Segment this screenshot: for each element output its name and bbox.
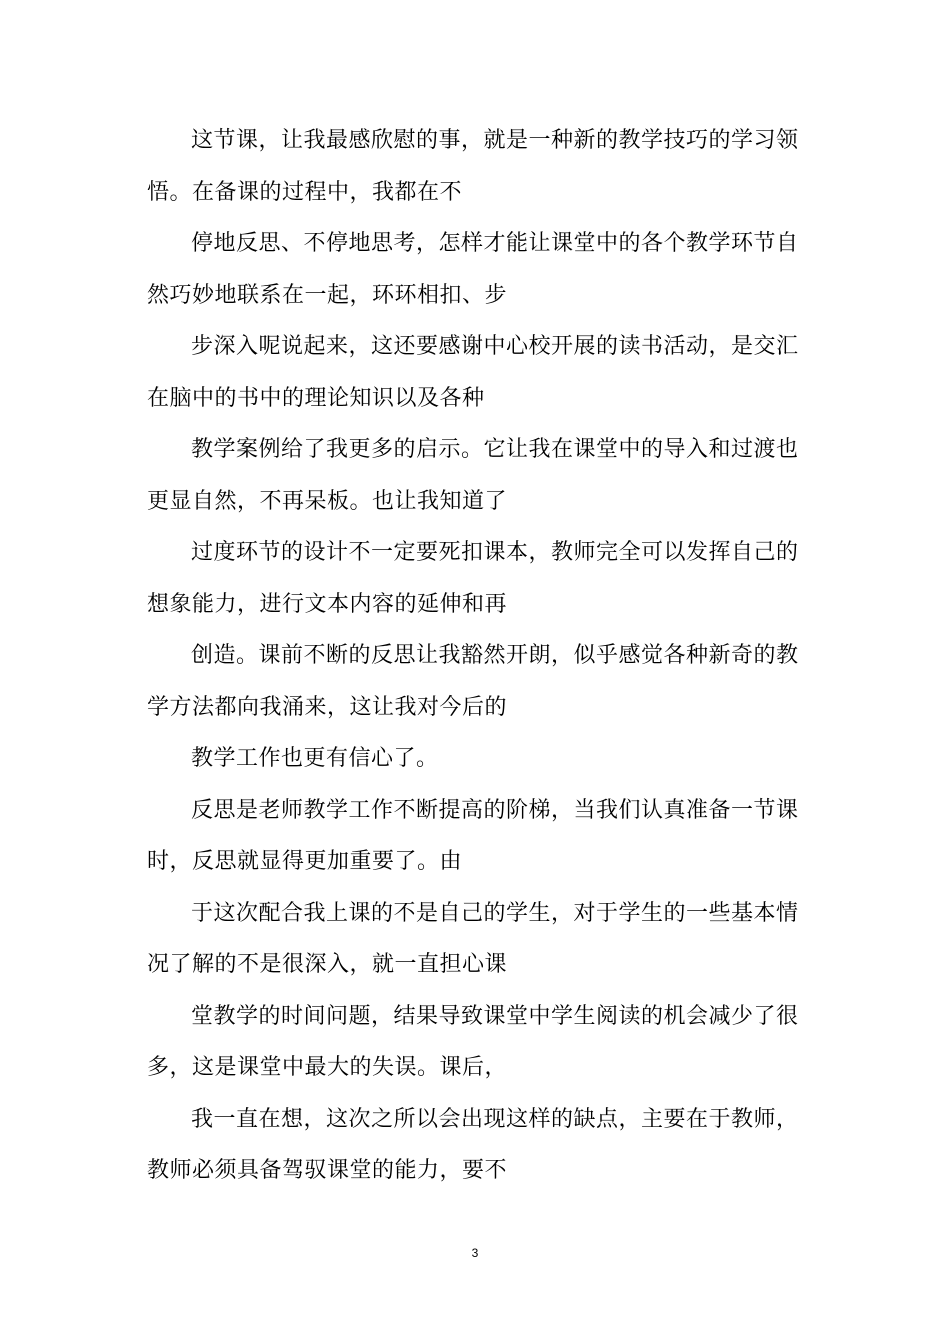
document-body xyxy=(147,115,807,1197)
paragraph-line: 教学工作也更有信心了。 xyxy=(191,746,439,771)
paragraph-line: 停地反思、不停地思考，怎样才能让课堂中的各个教学环节自 xyxy=(191,231,799,256)
paragraph-line: 教学案例给了我更多的启示。它让我在课堂中的导入和过渡也 xyxy=(191,437,799,462)
paragraph-10 xyxy=(147,991,807,1094)
paragraph-line: 然巧妙地联系在一起，环环相扣、步 xyxy=(147,282,508,308)
paragraph-9 xyxy=(147,888,807,991)
paragraph-2 xyxy=(147,218,807,321)
paragraph-line: 反思是老师教学工作不断提高的阶梯，当我们认真准备一节课 xyxy=(191,797,799,823)
paragraph-line: 我一直在想，这次之所以会出现这样的缺点，主要在于教师， xyxy=(191,1106,799,1132)
paragraph-line: 想象能力，进行文本内容的延伸和再 xyxy=(147,591,508,617)
paragraph-1 xyxy=(147,115,807,218)
paragraph-line: 时，反思就显得更加重要了。由 xyxy=(147,849,463,874)
paragraph-line: 在脑中的书中的理论知识以及各种 xyxy=(147,385,485,411)
paragraph-5 xyxy=(147,527,807,630)
paragraph-line: 步深入呢说起来，这还要感谢中心校开展的读书活动，是交汇 xyxy=(191,334,799,359)
paragraph-line: 于这次配合我上课的不是自己的学生，对于学生的一些基本情 xyxy=(191,900,799,926)
paragraph-line: 更显自然，不再呆板。也让我知道了 xyxy=(147,488,508,514)
paragraph-3 xyxy=(147,321,807,424)
paragraph-line: 过度环节的设计不一定要死扣课本，教师完全可以发挥自己的 xyxy=(191,540,799,565)
page-number: 3 xyxy=(471,1246,479,1260)
paragraph-11 xyxy=(147,1094,807,1197)
paragraph-line: 学方法都向我涌来，这让我对今后的 xyxy=(147,694,508,720)
paragraph-7 xyxy=(147,733,807,785)
paragraph-6 xyxy=(147,630,807,733)
paragraph-line: 堂教学的时间问题，结果导致课堂中学生阅读的机会减少了很 xyxy=(191,1003,799,1029)
paragraph-8 xyxy=(147,785,807,888)
paragraph-4 xyxy=(147,424,807,527)
paragraph-line: 创造。课前不断的反思让我豁然开朗，似乎感觉各种新奇的教 xyxy=(191,643,799,668)
paragraph-line: 况了解的不是很深入，就一直担心课 xyxy=(147,952,508,977)
paragraph-line: 悟。在备课的过程中，我都在不 xyxy=(147,179,463,205)
paragraph-line: 教师必须具备驾驭课堂的能力，要不 xyxy=(147,1158,508,1183)
paragraph-line: 这节课，让我最感欣慰的事，就是一种新的教学技巧的学习领 xyxy=(191,128,799,153)
paragraph-line: 多，这是课堂中最大的失误。课后， xyxy=(147,1055,508,1080)
